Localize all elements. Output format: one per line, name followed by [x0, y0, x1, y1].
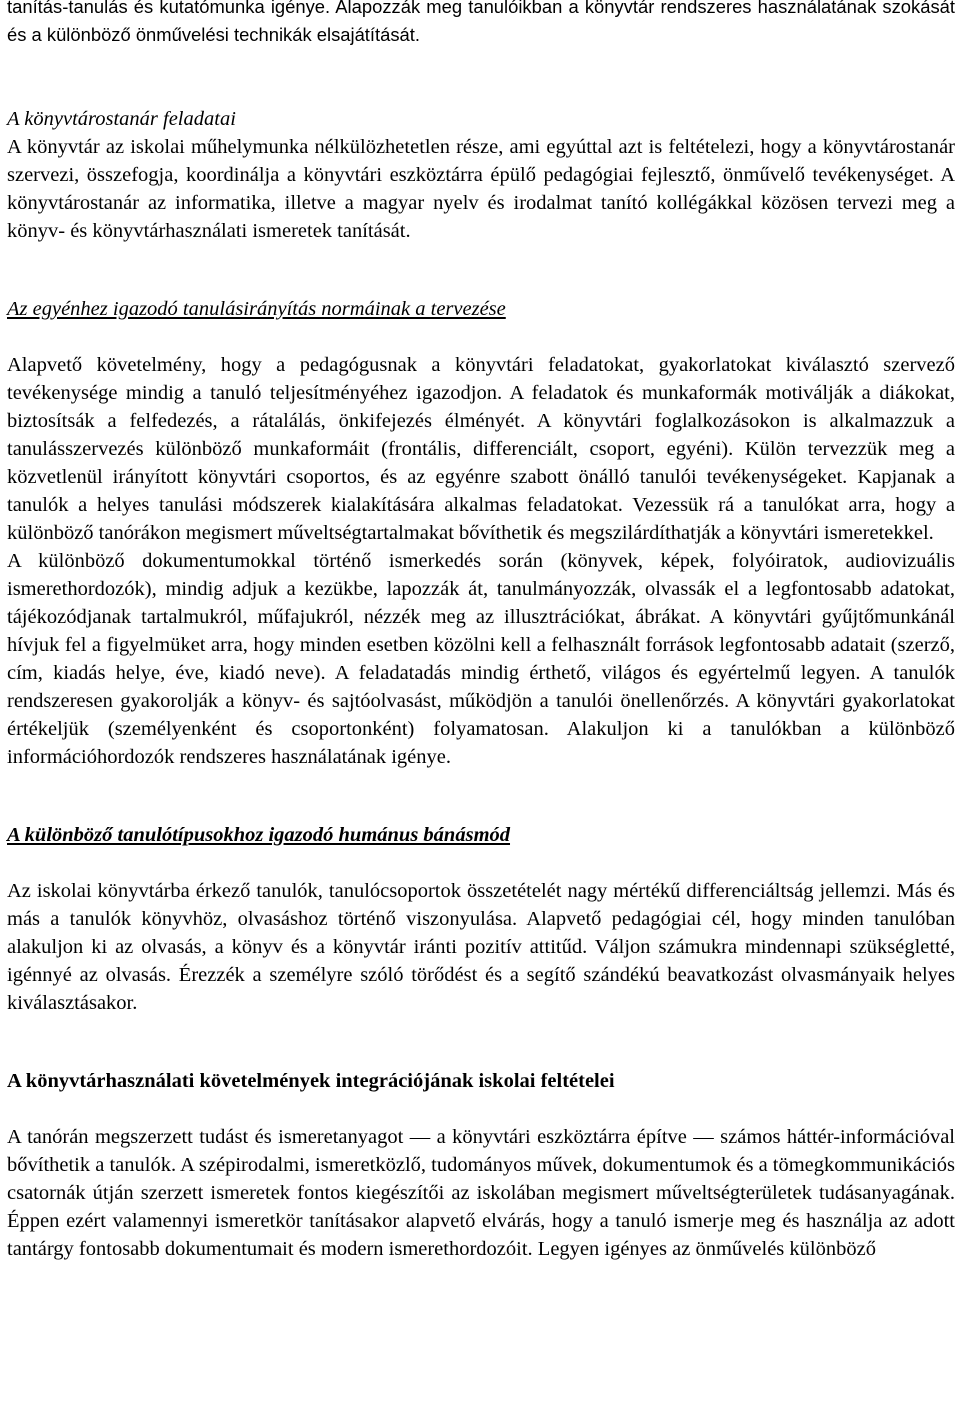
- spacer: [7, 1017, 955, 1067]
- document-page: [7, 0, 955, 1263]
- spacer: [7, 771, 955, 821]
- integration-conditions-paragraph: A tanórán megszerzett tudást és ismeretanyagot — a könyvtári eszköztárra építve — számos háttér-információval bővíthetik a tanulók. A szépirodalmi, ismeretközlő, tudományos művek, dokumentumok és a tömegkommunikációs csatornák útján szerzett ismeretek fontos kiegészítői az iskolában megismert műveltségterületek tudásanyagának. Éppen ezért valamennyi ismeretkör tanításakor alapvető elvárás, hogy a tanuló ismerje meg és használja az adott tantárgy fontosabb dokumentumait és modern ismerethordozóit. Legyen igényes az önművelés különböző: [7, 1126, 955, 1260]
- spacer: [7, 49, 955, 105]
- spacer: [7, 245, 955, 295]
- section-heading-individual-learning: Az egyénhez igazodó tanulásirányítás normáinak a tervezése: [7, 298, 506, 320]
- individual-learning-paragraph-2: A különböző dokumentumokkal történő ismerkedés során (könyvek, képek, folyóiratok, audiovizuális ismerethordozók), mindig adjuk a kezükbe, lapozzák át, tanulmányozzák, olvassák el a legfontosabb adatokat, tájékozódjanak tartalmukról, műfajukról, nézzék meg az illusztrációkat, ábrákat. A könyvtári gyűjtőmunkánál hívjuk fel a figyelmüket arra, hogy minden esetben közölni kell a felhasznált források legfontosabb adatait (szerző, cím, kiadás helye, éve, kiadó neve). A feladatadás mindig érthető, világos és egyértelmű legyen. A tanulók rendszeresen gyakorolják a könyv- és sajtóolvasást, működjön a tanulói önellenőrzés. A könyvtári gyakorlatokat értékeljük (személyenként és csoportonként) folyamatosan. Alakuljon ki a tanulókban a különböző információhordozók rendszeres használatának igénye.: [7, 550, 955, 768]
- humane-treatment-paragraph: Az iskolai könyvtárba érkező tanulók, tanulócsoportok összetételét nagy mértékű differenciáltság jellemzi. Más és más a tanulók könyvhöz, olvasáshoz történő viszonyulása. Alapvető pedagógiai cél, hogy minden tanulóban alakuljon ki az olvasás, a könyv és a könyvtár iránti pozitív attitűd. Váljon számukra mindennapi szükségletté, igénnyé az olvasás. Érezzék a személyre szóló törődést és a segítő szándékú beavatkozást olvasmányaik helyes kiválasztásakor.: [7, 880, 955, 1014]
- intro-paragraph: tanítás-tanulás és kutatómunka igénye. Alapozzák meg tanulóikban a könyvtár rendszeres használatának szokását és a különböző önművelési technikák elsajátítását.: [7, 0, 955, 45]
- librarian-tasks-paragraph: A könyvtár az iskolai műhelymunka nélkülözhetetlen része, ami egyúttal azt is feltételezi, hogy a könyvtárostanár szervezi, összefogja, koordinálja a könyvtári eszköztárra épülő pedagógiai fejlesztő, önművelő tevékenységet. A könyvtárostanár az informatika, illetve a magyar nyelv és irodalmat tanító kollégákkal közösen tervezi meg a könyv- és könyvtárhasználati ismeretek tanítását.: [7, 136, 955, 242]
- individual-learning-paragraph-1: Alapvető követelmény, hogy a pedagógusnak a könyvtári feladatokat, gyakorlatokat kiválasztó szervező tevékenysége mindig a tanuló teljesítményéhez igazodjon. A feladatok és munkaformák motiválják a diákokat, biztosítsák a felfedezés, a rátalálás, önkifejezés élményét. A könyvtári foglalkozásokon is alkalmazzuk a tanulásszervezés különböző munkaformáit (frontális, differenciált, csoport, egyéni). Külön tervezzük meg a közvetlenül irányított könyvtári csoportos, és az egyénre szabott önálló tanulói tevékenységeket. Kapjanak a tanulók a helyes tanulási módszerek kialakítására alkalmas feladatokat. Vezessük rá a tanulókat arra, hogy a különböző tanórákon megismert műveltségtartalmakat bővíthetik és megszilárdíthatják a könyvtári ismeretekkel.: [7, 354, 955, 544]
- spacer: [7, 323, 955, 351]
- spacer: [7, 1095, 955, 1123]
- section-heading-humane-treatment: A különböző tanulótípusokhoz igazodó humánus bánásmód: [7, 824, 511, 846]
- section-heading-integration-conditions: A könyvtárhasználati követelmények integrációjának iskolai feltételei: [7, 1070, 615, 1092]
- spacer: [7, 849, 955, 877]
- section-heading-librarian-tasks: A könyvtárostanár feladatai: [7, 108, 236, 130]
